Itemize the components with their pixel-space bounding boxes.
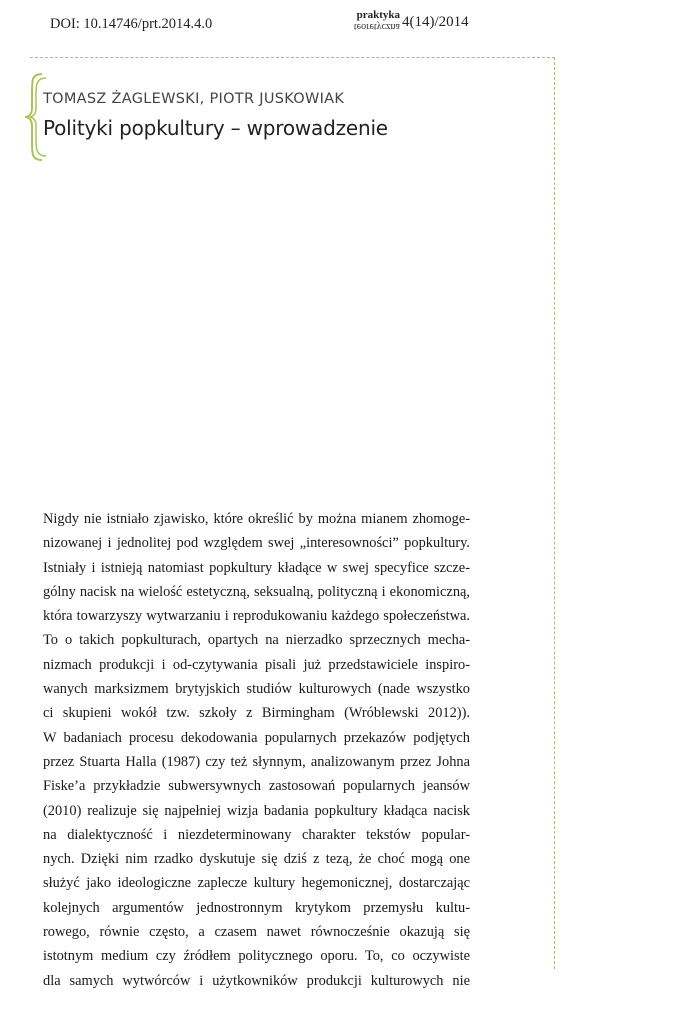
body-line: Nigdy nie istniało zjawisko, które określić by można mianem zhomoge-: [43, 511, 470, 527]
article-body: [43, 507, 470, 993]
body-line: wanych marksizmem brytyjskich studiów kulturowych (nade wszystko: [43, 681, 470, 698]
body-line: istotnym medium czy źródłem politycznego oporu. To, co oczywiste: [43, 948, 470, 965]
journal-subtitle: teoretyczna: [353, 21, 400, 32]
journal-name: praktyka: [356, 9, 400, 21]
body-line: nych. Dzięki nim rzadko dyskutuje się dziś z tezą, że choć mogą one: [43, 851, 470, 868]
body-line: kolejnych argumentów jednostronnym krytykom przemysłu kultu-: [43, 899, 470, 916]
body-line: Istniały i istnieją natomiast popkultury kładące w swej specyfice szcze-: [43, 559, 470, 576]
doi-label: DOI: 10.14746/prt.2014.4.0: [50, 16, 213, 32]
body-line: dla samych wytwórców i użytkowników produkcji kulturowych nie: [43, 972, 470, 989]
body-line: rowego, równie często, a czasem nawet równocześnie okazują się: [43, 924, 470, 941]
body-line: nizmach produkcji i od-czytywania pisali już przedstawiciele inspiro-: [43, 656, 470, 673]
article-title: Polityki popkultury – wprowadzenie: [43, 116, 388, 140]
article-authors: TOMASZ ŻAGLEWSKI, PIOTR JUSKOWIAK: [43, 91, 345, 107]
body-line: gólny nacisk na wielość estetyczną, seksualną, polityczną i ekonomiczną,: [43, 583, 470, 600]
body-line: przez Stuarta Halla (1987) czy też słynnym, analizowanym przez Johna: [43, 753, 470, 770]
body-line: służyć jako ideologiczne zaplecze kultury hegemonicznej, dostarczając: [43, 875, 470, 892]
body-line: Fiske’a przykładzie subwersywnych zastosowań popularnych jeansów: [43, 778, 470, 795]
body-line: W badaniach procesu dekodowania popularnych przekazów podjętych: [43, 729, 470, 746]
body-line: (2010) realizuje się najpełniej wizja badania popkultury kładąca nacisk: [43, 802, 470, 819]
body-line: To o takich popkulturach, opartych na nierzadko sprzecznych mecha-: [43, 632, 470, 649]
body-line: nizowanej i jednolitej pod względem swej „interesowności” popkultury.: [43, 535, 470, 552]
body-line: która towarzyszy wytwarzaniu i reprodukowaniu każdego społeczeństwa.: [43, 608, 470, 625]
body-line: na dialektyczność i niezdeterminowany charakter tekstów popular-: [43, 826, 470, 843]
journal-masthead: [340, 10, 480, 40]
body-line: ci skupieni wokół tzw. szkoły z Birmingham (Wróblewski 2012)).: [43, 705, 470, 722]
journal-issue: 4(14)/2014: [402, 14, 469, 30]
